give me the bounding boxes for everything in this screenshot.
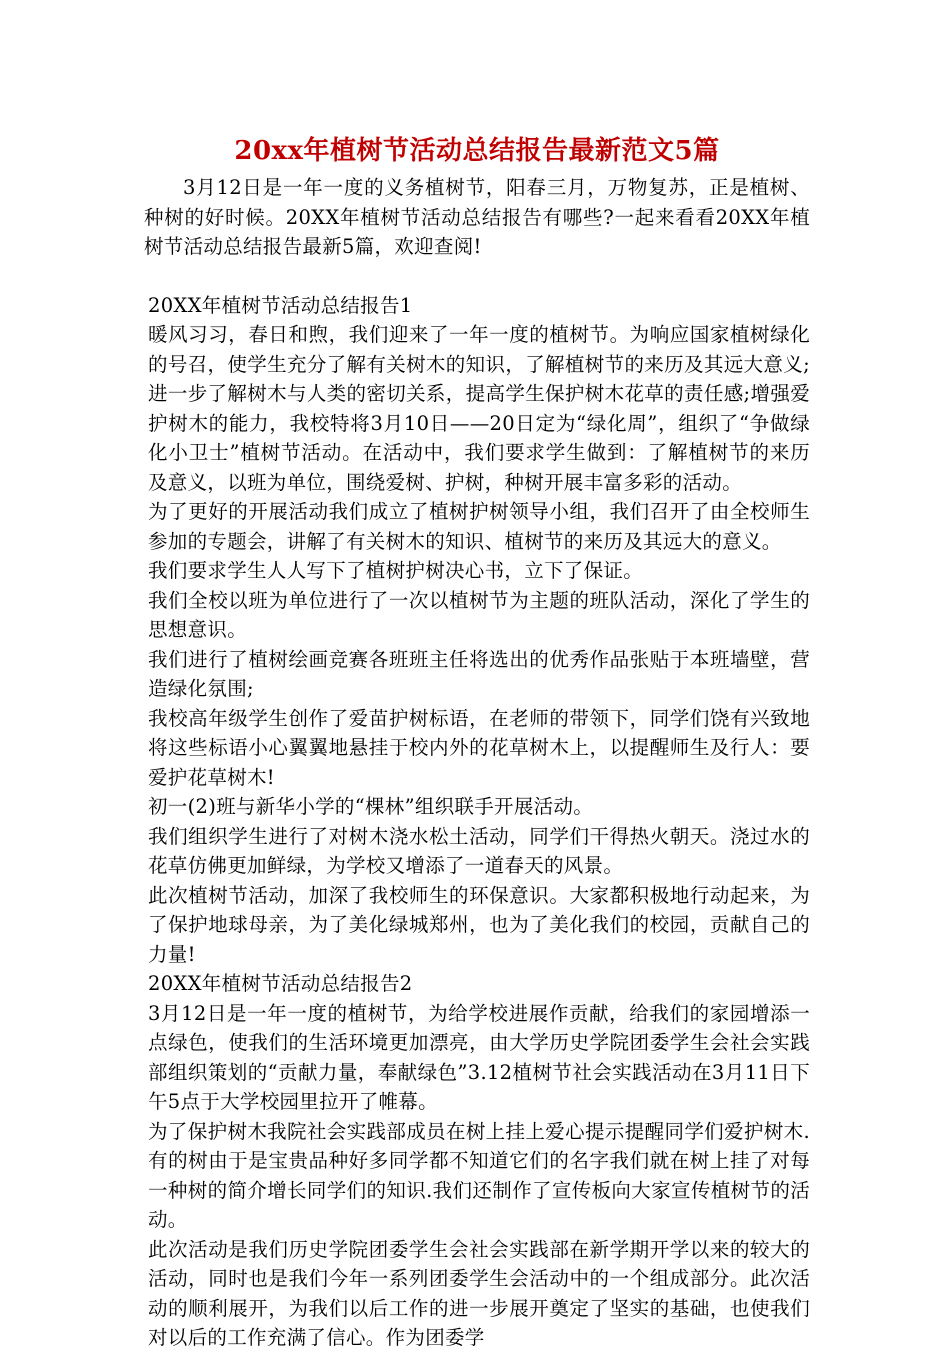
- intro-paragraph: 3月12日是一年一度的义务植树节，阳春三月，万物复苏，正是植树、种树的好时候。20XX年植树节活动总结报告有哪些?一起来看看20XX年植树节活动总结报告最新5篇，欢迎查阅!: [144, 176, 810, 258]
- section-1-paragraph: 此次植树节活动，加深了我校师生的环保意识。大家都积极地行动起来，为了保护地球母亲，为了美化绿城郑州，也为了美化我们的校园，贡献自己的力量!: [148, 883, 810, 966]
- section-1-paragraph: 我们组织学生进行了对树木浇水松土活动，同学们干得热火朝天。浇过水的花草仿佛更加鲜绿，为学校又增添了一道春天的风景。: [148, 824, 810, 877]
- section-2-heading: 20XX年植树节活动总结报告2: [148, 972, 413, 995]
- section-1-paragraph: 我们要求学生人人写下了植树护树决心书，立下了保证。: [148, 559, 644, 582]
- section-2-paragraph: 为了保护树木我院社会实践部成员在树上挂上爱心提示提醒同学们爱护树木.有的树由于是宝贵品种好多同学都不知道它们的名字我们就在树上挂了对每一种树的简介增长同学们的知识.我们还制作了宣传板向大家宣传植树节的活动。: [148, 1119, 810, 1231]
- section-1-paragraph: 初一(2)班与新华小学的“棵林”组织联手开展活动。: [148, 795, 594, 818]
- document-title: 20xx年植树节活动总结报告最新范文5篇: [234, 136, 720, 166]
- blank-line: [144, 262, 810, 291]
- section-1-paragraph: 为了更好的开展活动我们成立了植树护树领导小组，我们召开了由全校师生参加的专题会，讲解了有关树木的知识、植树节的来历及其远大的意义。: [148, 500, 810, 553]
- section-1-paragraph: 我们进行了植树绘画竞赛各班班主任将选出的优秀作品张贴于本班墙壁，营造绿化氛围;: [148, 647, 810, 700]
- section-1-paragraph: 我校高年级学生创作了爱苗护树标语，在老师的带领下，同学们饶有兴致地将这些标语小心翼翼地悬挂于校内外的花草树木上，以提醒师生及行人：要爱护花草树木!: [148, 706, 810, 789]
- section-1-paragraph: 我们全校以班为单位进行了一次以植树节为主题的班队活动，深化了学生的思想意识。: [148, 588, 810, 641]
- section-2-paragraph: 3月12日是一年一度的植树节，为给学校进展作贡献，给我们的家园增添一点绿色，使我们的生活环境更加漂亮，由大学历史学院团委学生会社会实践部组织策划的“贡献力量，奉献绿色”3.12植树节社会实践活动在3月11日下午5点于大学校园里拉开了帷幕。: [148, 1001, 810, 1113]
- section-1-paragraph: 暖风习习，春日和煦，我们迎来了一年一度的植树节。为响应国家植树绿化的号召，使学生充分了解有关树木的知识，了解植树节的来历及其远大意义;进一步了解树木与人类的密切关系，提高学生保护树木花草的责任感;增强爱护树木的能力，我校特将3月10日——20日定为“绿化周”，组织了“争做绿化小卫士”植树节活动。在活动中，我们要求学生做到：了解植树节的来历及意义，以班为单位，围绕爱树、护树，种树开展丰富多彩的活动。: [148, 323, 810, 494]
- section-2-paragraph: 此次活动是我们历史学院团委学生会社会实践部在新学期开学以来的较大的活动，同时也是我们今年一系列团委学生会活动中的一个组成部分。此次活动的顺利展开，为我们以后工作的进一步展开奠定了坚实的基础，也使我们对以后的工作充满了信心。作为团委学: [148, 1237, 810, 1349]
- section-1-heading: 20XX年植树节活动总结报告1: [148, 293, 413, 317]
- document-page: [144, 128, 810, 1353]
